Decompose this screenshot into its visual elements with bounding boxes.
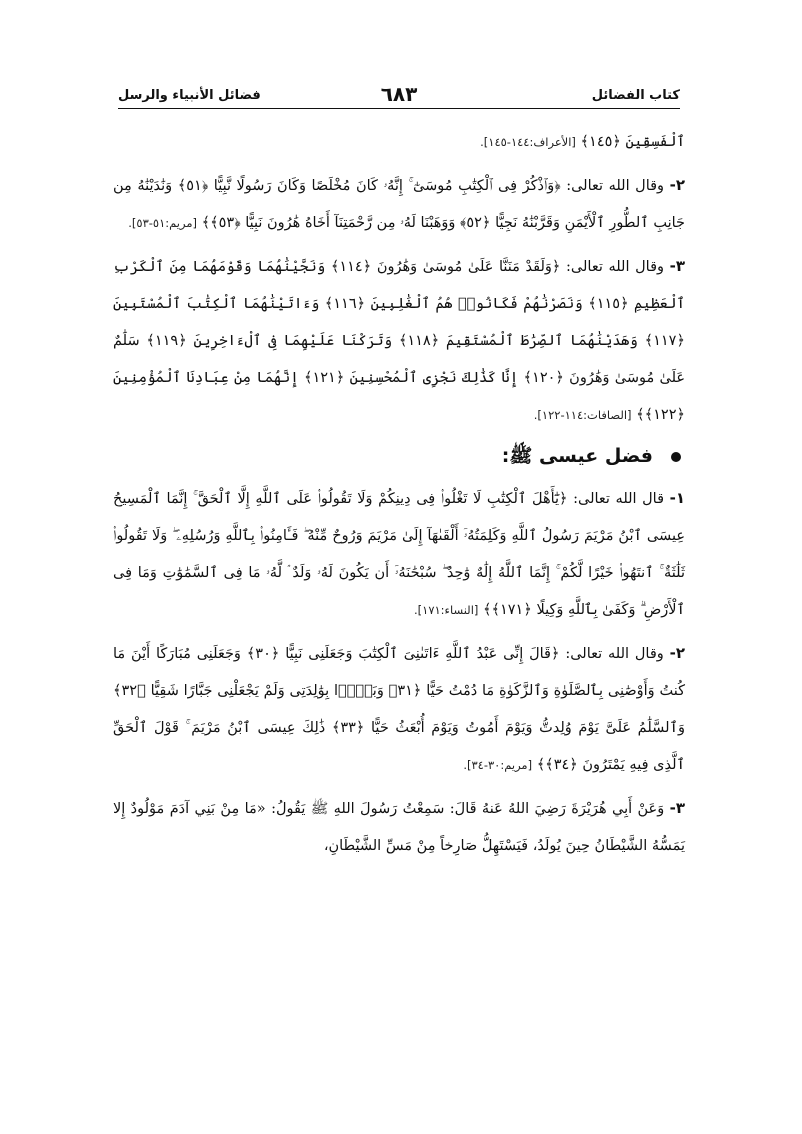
paragraph (113, 167, 685, 242)
paragraph (113, 635, 685, 784)
paragraph (113, 124, 685, 161)
page-body (113, 124, 685, 871)
book-title: كتاب الفضائل (591, 88, 680, 103)
paragraph (113, 790, 685, 865)
verse-text: وقال الله تعالى: ﴿وَلَقَدْ مَنَنَّا عَلَىٰ مُوسَىٰ وَهَٰرُونَ ﴿١١٤﴾ وَنَجَّيْنَٰهُمَا وَقَوْمَهُمَا مِنَ ٱلْكَرْبِ ٱلْعَظِيمِ ﴿١١٥﴾ وَنَصَرْنَٰهُمْ فَكَانُوا۟ هُمُ ٱلْغَٰلِبِينَ ﴿١١٦﴾ وَءَاتَيْنَٰهُمَا ٱلْكِتَٰبَ ٱلْمُسْتَبِينَ ﴿١١٧﴾ وَهَدَيْنَٰهُمَا ٱلصِّرَٰطَ ٱلْمُسْتَقِيمَ ﴿١١٨﴾ وَتَرَكْنَا عَلَيْهِمَا فِى ٱلْءَاخِرِينَ ﴿١١٩﴾ سَلَٰمٌ عَلَىٰ مُوسَىٰ وَهَٰرُونَ ﴿١٢٠﴾ إِنَّا كَذَٰلِكَ نَجْزِى ٱلْمُحْسِنِينَ ﴿١٢١﴾ إِنَّهُمَا مِنْ عِبَادِنَا ٱلْمُؤْمِنِينَ ﴿١٢٢﴾﴾ (113, 259, 686, 423)
verse-reference: [النساء:١٧١]. (413, 603, 479, 617)
item-number: ١- (669, 489, 685, 507)
item-number: ٣- (669, 257, 686, 275)
verse-text: قال الله تعالى: ﴿يَٰٓأَهْلَ ٱلْكِتَٰبِ لَا تَغْلُوا۟ فِى دِينِكُمْ وَلَا تَقُولُوا۟ عَلَى ٱللَّهِ إِلَّا ٱلْحَقَّ ۚ إِنَّمَا ٱلْمَسِيحُ عِيسَى ٱبْنُ مَرْيَمَ رَسُولُ ٱللَّهِ وَكَلِمَتُهُۥٓ أَلْقَىٰهَآ إِلَىٰ مَرْيَمَ وَرُوحٌ مِّنْهُ ۖ فَـَٔامِنُوا۟ بِٱللَّهِ وَرُسُلِهِۦ ۖ وَلَا تَقُولُوا۟ ثَلَٰثَةٌ ۚ ٱنتَهُوا۟ خَيْرًا لَّكُمْ ۚ إِنَّمَا ٱللَّهُ إِلَٰهٌ وَٰحِدٌ ۖ سُبْحَٰنَهُۥٓ أَن يَكُونَ لَهُۥ وَلَدٌ ۘ لَّهُۥ مَا فِى ٱلسَّمَٰوَٰتِ وَمَا فِى ٱلْأَرْضِ ۗ وَكَفَىٰ بِٱللَّهِ وَكِيلًا ﴿١٧١﴾﴾ (113, 491, 685, 618)
verse-reference: [مريم:٣٠-٣٤]. (463, 758, 533, 772)
item-number: ٢- (669, 176, 685, 194)
bullet-icon (671, 452, 681, 462)
page-header (118, 82, 680, 108)
page-number: ٦٨٣ (380, 82, 418, 106)
chapter-title: فضائل الأنبياء والرسل (118, 88, 261, 103)
hadith-text: وَعَنْ أَبِي هُرَيْرَةَ رَضِيَ اللهُ عَنهُ قَالَ: سَمِعْتُ رَسُولَ اللهِ ﷺ يَقُولُ: «مَا مِنْ بَنِي آدَمَ مَوْلُودٌ إِلا يَمَسُّهُ الشَّيْطَانُ حِينَ يُولَدُ، فَيَسْتَهِلُّ صَارِخاً مِنْ مَسِّ الشَّيْطَانِ، (113, 801, 685, 854)
verse-text: وقال الله تعالى: ﴿قَالَ إِنِّى عَبْدُ ٱللَّهِ ءَاتَىٰنِىَ ٱلْكِتَٰبَ وَجَعَلَنِى نَبِيًّا ﴿٣٠﴾ وَجَعَلَنِى مُبَارَكًا أَيْنَ مَا كُنتُ وَأَوْصَٰنِى بِٱلصَّلَوٰةِ وَٱلزَّكَوٰةِ مَا دُمْتُ حَيًّا ﴿٣١﴾ وَبَرًّۢا بِوَٰلِدَتِى وَلَمْ يَجْعَلْنِى جَبَّارًا شَقِيًّا ﴿٣٢﴾ وَٱلسَّلَٰمُ عَلَىَّ يَوْمَ وُلِدتُّ وَيَوْمَ أَمُوتُ وَيَوْمَ أُبْعَثُ حَيًّا ﴿٣٣﴾ ذَٰلِكَ عِيسَى ٱبْنُ مَرْيَمَ ۚ قَوْلَ ٱلْحَقِّ ٱلَّذِى فِيهِ يَمْتَرُونَ ﴿٣٤﴾﴾ (113, 646, 685, 773)
verse-reference: [الصافات:١١٤-١٢٢]. (533, 408, 632, 422)
verse-text: ٱلْفَسِقِينَ ﴿١٤٥﴾ (580, 134, 685, 150)
paragraph (113, 248, 685, 434)
verse-reference: [الأعراف:١٤٤-١٤٥]. (480, 135, 576, 149)
paragraph (113, 480, 685, 629)
section-heading-text: فضل عيسى ﷺ: (501, 445, 653, 467)
section-heading (113, 440, 685, 472)
verse-reference: [مريم:٥١-٥٣]. (128, 216, 197, 230)
header-divider (118, 108, 680, 109)
verse-text: وقال الله تعالى: ﴿وَٱذْكُرْ فِى ٱلْكِتَٰبِ مُوسَىٰٓ ۚ إِنَّهُۥ كَانَ مُخْلَصًا وَكَانَ رَسُولًا نَّبِيًّا ﴿٥١﴾ وَنَٰدَيْنَٰهُ مِن جَانِبِ ٱلطُّورِ ٱلْأَيْمَنِ وَقَرَّبْنَٰهُ نَجِيًّا ﴿٥٢﴾ وَوَهَبْنَا لَهُۥ مِن رَّحْمَتِنَآ أَخَاهُ هَٰرُونَ نَبِيًّا ﴿٥٣﴾﴾ (113, 178, 685, 231)
item-number: ٢- (669, 644, 686, 662)
item-number: ٣- (669, 799, 685, 817)
